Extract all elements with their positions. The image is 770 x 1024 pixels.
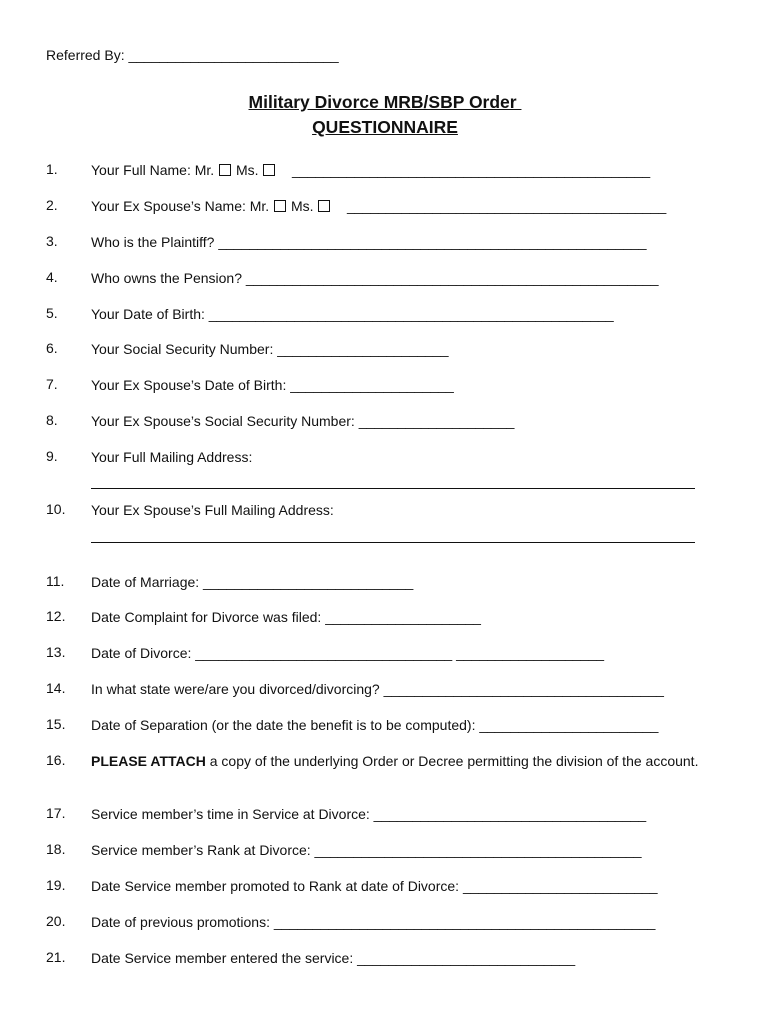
item-number: 2. [46, 197, 58, 213]
ex-spouse-ssn-field[interactable]: Your Ex Spouse’s Social Security Number: ____________________ [91, 413, 515, 429]
ex-spouse-dob-field[interactable]: Your Ex Spouse’s Date of Birth: _____________________ [91, 377, 454, 393]
attach-text: a copy of the underlying Order or Decree permitting the division of the account. [205, 753, 699, 769]
ex-ms-checkbox[interactable] [318, 200, 330, 212]
item-number: 10. [46, 501, 66, 517]
ex-spouse-name-label: Your Ex Spouse’s Name: Mr. [91, 198, 270, 214]
item-number: 6. [46, 340, 58, 356]
plaintiff-field[interactable]: Who is the Plaintiff? _______________________________________________________ [91, 234, 647, 250]
full-name-label: Your Full Name: Mr. [91, 162, 215, 178]
document-title: Military Divorce MRB/SBP Order [248, 92, 522, 112]
full-name-row [91, 161, 650, 179]
item-number: 9. [46, 448, 58, 464]
item-number: 17. [46, 805, 66, 821]
item-number: 11. [46, 573, 65, 589]
ex-ms-label: Ms. [287, 198, 314, 214]
complaint-filed-field[interactable]: Date Complaint for Divorce was filed: ____________________ [91, 609, 481, 625]
item-number: 7. [46, 376, 58, 392]
item-number: 19. [46, 877, 66, 893]
item-number: 12. [46, 608, 66, 624]
item-number: 5. [46, 305, 58, 321]
item-number: 1. [46, 161, 58, 177]
mr-checkbox[interactable] [219, 164, 231, 176]
ms-checkbox[interactable] [263, 164, 275, 176]
ssn-field[interactable]: Your Social Security Number: ______________________ [91, 341, 449, 357]
mailing-address-label: Your Full Mailing Address: [91, 449, 253, 465]
divorce-state-field[interactable]: In what state were/are you divorced/divorcing? ____________________________________ [91, 681, 664, 697]
date-of-divorce-field[interactable]: Date of Divorce: _________________________________ ___________________ [91, 645, 605, 661]
time-in-service-field[interactable]: Service member’s time in Service at Divorce: ___________________________________ [91, 806, 647, 822]
item-number: 16. [46, 752, 66, 768]
ex-mr-checkbox[interactable] [274, 200, 286, 212]
item-number: 4. [46, 269, 58, 285]
ms-label: Ms. [232, 162, 259, 178]
entered-service-field[interactable]: Date Service member entered the service: ____________________________ [91, 950, 576, 966]
item-number: 13. [46, 644, 66, 660]
attach-emphasis: PLEASE ATTACH [91, 753, 206, 769]
date-of-marriage-field[interactable]: Date of Marriage: ___________________________ [91, 574, 414, 590]
rank-at-divorce-field[interactable]: Service member’s Rank at Divorce: __________________________________________ [91, 842, 642, 858]
document-subtitle: QUESTIONNAIRE [312, 117, 458, 137]
ex-spouse-address-label: Your Ex Spouse’s Full Mailing Address: [91, 502, 334, 518]
item-number: 3. [46, 233, 58, 249]
previous-promotions-field[interactable]: Date of previous promotions: _________________________________________________ [91, 914, 656, 930]
item-number: 8. [46, 412, 58, 428]
pension-owner-field[interactable]: Who owns the Pension? _____________________________________________________ [91, 270, 659, 286]
item-number: 18. [46, 841, 66, 857]
attach-instruction [91, 752, 701, 770]
referred-by-field[interactable]: Referred By: ___________________________ [46, 47, 339, 63]
date-of-birth-field[interactable]: Your Date of Birth: ____________________________________________________ [91, 306, 614, 322]
ex-spouse-address-line[interactable] [91, 542, 695, 543]
ex-spouse-name-blank[interactable]: _________________________________________ [331, 198, 667, 214]
item-number: 21. [46, 949, 66, 965]
date-of-separation-field[interactable]: Date of Separation (or the date the benefit is to be computed): _______________________ [91, 717, 659, 733]
item-number: 15. [46, 716, 66, 732]
mailing-address-line[interactable] [91, 488, 695, 489]
promotion-date-field[interactable]: Date Service member promoted to Rank at date of Divorce: _________________________ [91, 878, 658, 894]
full-name-blank[interactable]: ______________________________________________ [276, 162, 651, 178]
item-number: 14. [46, 680, 66, 696]
ex-spouse-name-row [91, 197, 666, 215]
item-number: 20. [46, 913, 66, 929]
